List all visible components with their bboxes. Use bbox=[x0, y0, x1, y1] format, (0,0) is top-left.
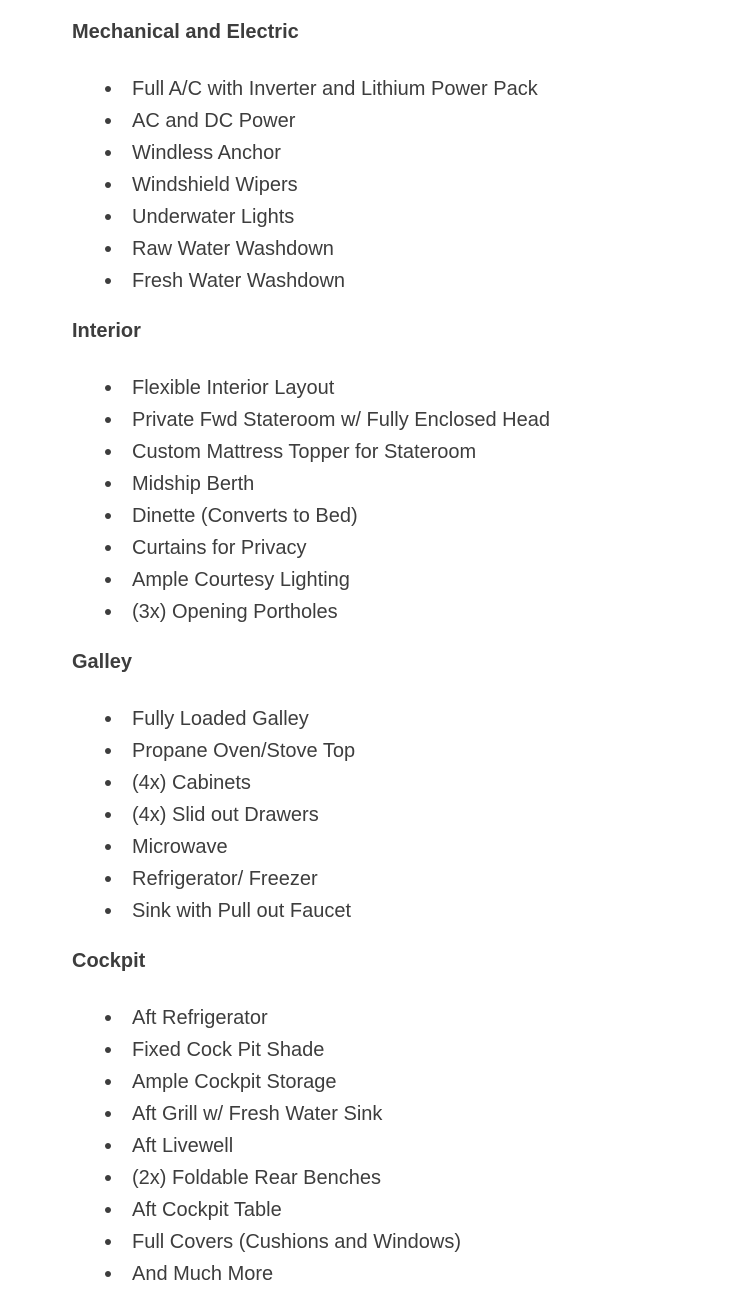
list-item-text: AC and DC Power bbox=[132, 110, 296, 132]
list-item-text: Flexible Interior Layout bbox=[132, 377, 335, 399]
section-title: Mechanical and Electric bbox=[72, 21, 299, 43]
bullet-icon bbox=[105, 716, 111, 722]
bullet-icon bbox=[105, 1175, 111, 1181]
list-item-text: Custom Mattress Topper for Stateroom bbox=[132, 441, 477, 463]
list-item-text: Microwave bbox=[132, 836, 228, 858]
list-item bbox=[0, 372, 754, 404]
list-item-text: Aft Refrigerator bbox=[132, 1007, 268, 1029]
list-item bbox=[0, 735, 754, 767]
list-item bbox=[0, 233, 754, 265]
list-item bbox=[0, 799, 754, 831]
bullet-icon bbox=[105, 1239, 111, 1245]
list-item-text: Windshield Wipers bbox=[132, 174, 298, 196]
list-item bbox=[0, 1066, 754, 1098]
bullet-icon bbox=[105, 545, 111, 551]
list-item-text: (4x) Cabinets bbox=[132, 772, 251, 794]
bullet-icon bbox=[105, 1271, 111, 1277]
bullet-icon bbox=[105, 86, 111, 92]
list-item bbox=[0, 1130, 754, 1162]
bullet-icon bbox=[105, 417, 111, 423]
bullet-icon bbox=[105, 780, 111, 786]
list-item-text: Curtains for Privacy bbox=[132, 537, 307, 559]
bullet-icon bbox=[105, 118, 111, 124]
list-item bbox=[0, 201, 754, 233]
list-item bbox=[0, 863, 754, 895]
list-item bbox=[0, 169, 754, 201]
list-item-text: Dinette (Converts to Bed) bbox=[132, 505, 358, 527]
bullet-icon bbox=[105, 1047, 111, 1053]
bullet-icon bbox=[105, 513, 111, 519]
list-item-text: Full Covers (Cushions and Windows) bbox=[132, 1231, 462, 1253]
list-item-text: Propane Oven/Stove Top bbox=[132, 740, 356, 762]
bullet-icon bbox=[105, 278, 111, 284]
list-item bbox=[0, 73, 754, 105]
section-cockpit bbox=[0, 949, 754, 1290]
list-item-text: Ample Courtesy Lighting bbox=[132, 569, 350, 591]
list-item-text: Aft Cockpit Table bbox=[132, 1199, 282, 1221]
feature-list bbox=[0, 1002, 754, 1290]
list-item bbox=[0, 532, 754, 564]
list-item-text: Fixed Cock Pit Shade bbox=[132, 1039, 325, 1061]
list-item-text: (3x) Opening Portholes bbox=[132, 601, 338, 623]
list-item-text: Raw Water Washdown bbox=[132, 238, 334, 260]
list-item-text: Fully Loaded Galley bbox=[132, 708, 309, 730]
section-mechanical-electric bbox=[0, 20, 754, 297]
list-item bbox=[0, 404, 754, 436]
bullet-icon bbox=[105, 1143, 111, 1149]
bullet-icon bbox=[105, 609, 111, 615]
bullet-icon bbox=[105, 876, 111, 882]
list-item bbox=[0, 1002, 754, 1034]
list-item bbox=[0, 1034, 754, 1066]
list-item bbox=[0, 105, 754, 137]
bullet-icon bbox=[105, 577, 111, 583]
bullet-icon bbox=[105, 385, 111, 391]
list-item bbox=[0, 564, 754, 596]
list-item bbox=[0, 596, 754, 628]
list-item-text: Full A/C with Inverter and Lithium Power Pack bbox=[132, 78, 538, 100]
list-item-text: Windless Anchor bbox=[132, 142, 281, 164]
list-item bbox=[0, 1162, 754, 1194]
bullet-icon bbox=[105, 908, 111, 914]
list-item-text: Sink with Pull out Faucet bbox=[132, 900, 351, 922]
list-item bbox=[0, 137, 754, 169]
list-item-text: Underwater Lights bbox=[132, 206, 295, 228]
list-item bbox=[0, 703, 754, 735]
bullet-icon bbox=[105, 748, 111, 754]
list-item-text: And Much More bbox=[132, 1263, 274, 1285]
bullet-icon bbox=[105, 182, 111, 188]
list-item bbox=[0, 436, 754, 468]
list-item-text: Fresh Water Washdown bbox=[132, 270, 346, 292]
section-interior bbox=[0, 319, 754, 628]
bullet-icon bbox=[105, 481, 111, 487]
bullet-icon bbox=[105, 449, 111, 455]
bullet-icon bbox=[105, 1015, 111, 1021]
section-title: Cockpit bbox=[72, 950, 146, 972]
list-item bbox=[0, 1194, 754, 1226]
list-item-text: (4x) Slid out Drawers bbox=[132, 804, 319, 826]
feature-list bbox=[0, 372, 754, 628]
bullet-icon bbox=[105, 1207, 111, 1213]
bullet-icon bbox=[105, 150, 111, 156]
list-item bbox=[0, 1098, 754, 1130]
list-item-text: Midship Berth bbox=[132, 473, 255, 495]
list-item-text: Aft Grill w/ Fresh Water Sink bbox=[132, 1103, 383, 1125]
section-galley bbox=[0, 650, 754, 927]
list-item bbox=[0, 265, 754, 297]
list-item bbox=[0, 831, 754, 863]
list-item-text: Aft Livewell bbox=[132, 1135, 234, 1157]
feature-list bbox=[0, 703, 754, 927]
list-item bbox=[0, 468, 754, 500]
list-item bbox=[0, 895, 754, 927]
feature-list bbox=[0, 73, 754, 297]
list-item bbox=[0, 767, 754, 799]
section-title: Galley bbox=[72, 651, 133, 673]
bullet-icon bbox=[105, 246, 111, 252]
bullet-icon bbox=[105, 1111, 111, 1117]
list-item-text: Refrigerator/ Freezer bbox=[132, 868, 318, 890]
section-title: Interior bbox=[72, 320, 141, 342]
list-item bbox=[0, 500, 754, 532]
list-item-text: (2x) Foldable Rear Benches bbox=[132, 1167, 382, 1189]
bullet-icon bbox=[105, 844, 111, 850]
bullet-icon bbox=[105, 1079, 111, 1085]
bullet-icon bbox=[105, 214, 111, 220]
bullet-icon bbox=[105, 812, 111, 818]
list-item-text: Ample Cockpit Storage bbox=[132, 1071, 337, 1093]
list-item bbox=[0, 1226, 754, 1258]
list-item-text: Private Fwd Stateroom w/ Fully Enclosed Head bbox=[132, 409, 550, 431]
list-item bbox=[0, 1258, 754, 1290]
